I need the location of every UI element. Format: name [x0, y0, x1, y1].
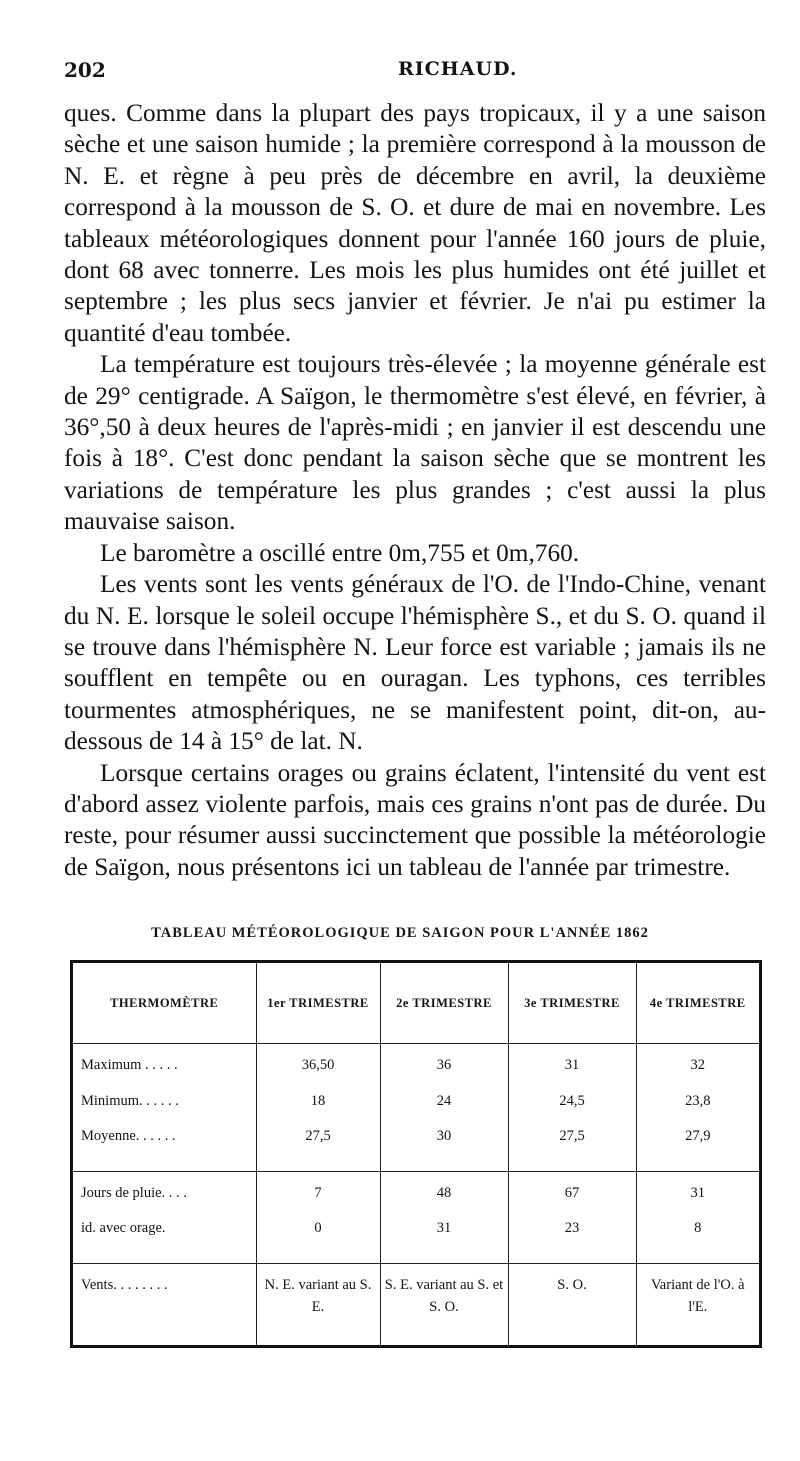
column-header: 3e TRIMESTRE	[508, 963, 636, 1044]
table-row	[73, 1217, 759, 1253]
table-cell: 23,8	[636, 1090, 759, 1126]
table-row	[73, 1054, 759, 1090]
table-cell: 31	[380, 1217, 508, 1253]
table-cell: 36	[380, 1054, 508, 1090]
meteorological-table	[70, 960, 762, 1348]
table-cell: S. O.	[508, 1274, 636, 1345]
paragraph: Le baromètre a oscillé entre 0m,755 et 0m,760.	[100, 538, 580, 567]
table-cell: 32	[636, 1054, 759, 1090]
paragraph: Les vents sont les vents généraux de l'O. de l'Indo-Chine, venant du N. E. lorsque le soleil occupe l'hémisphère S., et du S. O. quand il se trouve dans l'hémisphère N. Leur force est variable ; jamais ils ne soufflent en tempête ou en ouragan. Les typhons, ces terribles tourmentes atmosphériques, ne se manifestent point, dit-on, au-dessous de 14 à 15° de lat. N.	[64, 570, 766, 756]
spacer-row	[73, 1263, 759, 1274]
row-label: Minimum. . . . . .	[73, 1090, 256, 1126]
column-header: 2e TRIMESTRE	[380, 963, 508, 1044]
table-cell: 27,5	[256, 1125, 380, 1161]
row-label: id. avec orage.	[73, 1217, 256, 1253]
table-cell: N. E. variant au S. E.	[256, 1274, 380, 1345]
paragraph: Lorsque certains orages ou grains éclatent, l'intensité du vent est d'abord assez violente parfois, mais ces grains n'ont pas de durée. Du reste, pour résumer aussi succinctement que possible la météorologie de Saïgon, nous présentons ici un tableau de l'année par trimestre.	[64, 758, 766, 881]
spacer-row	[73, 1044, 759, 1055]
table-cell: 23	[508, 1217, 636, 1253]
table-cell: 48	[380, 1182, 508, 1218]
table-row	[73, 1090, 759, 1126]
page-number: 202	[64, 58, 106, 82]
table-cell: 24	[380, 1090, 508, 1126]
row-label: Jours de pluie. . . .	[73, 1182, 256, 1218]
running-head: RICHAUD.	[398, 58, 518, 80]
table-cell: 8	[636, 1217, 759, 1253]
row-label: Moyenne. . . . . .	[73, 1125, 256, 1161]
table-title: TABLEAU MÉTÉOROLOGIQUE DE SAIGON POUR L'ANNÉE 1862	[151, 925, 649, 941]
table-cell: 27,5	[508, 1125, 636, 1161]
row-label: Maximum . . . . .	[73, 1054, 256, 1090]
spacer-row	[73, 1161, 759, 1172]
table-cell: 36,50	[256, 1054, 380, 1090]
column-header: 1er TRIMESTRE	[256, 963, 380, 1044]
spacer-row	[73, 1253, 759, 1264]
page-header	[64, 58, 764, 88]
table-cell: 31	[508, 1054, 636, 1090]
table-row	[73, 1274, 759, 1345]
table-cell: 67	[508, 1182, 636, 1218]
column-header: THERMOMÈTRE	[73, 963, 256, 1044]
table-cell: 27,9	[636, 1125, 759, 1161]
table-row	[73, 1125, 759, 1161]
table-cell: S. E. variant au S. et S. O.	[380, 1274, 508, 1345]
table-cell: Variant de l'O. à l'E.	[636, 1274, 759, 1345]
table-header-row	[73, 963, 759, 1044]
body-text	[64, 98, 766, 883]
table-cell: 24,5	[508, 1090, 636, 1126]
table-cell: 30	[380, 1125, 508, 1161]
column-header: 4e TRIMESTRE	[636, 963, 759, 1044]
table-cell: 0	[256, 1217, 380, 1253]
table-cell: 7	[256, 1182, 380, 1218]
spacer-row	[73, 1171, 759, 1182]
row-label: Vents. . . . . . . .	[73, 1274, 256, 1345]
paragraph: La température est toujours très-élevée ; la moyenne générale est de 29° centigrade. A Saïgon, le thermomètre s'est élevé, en février, à 36°,50 à deux heures de l'après-midi ; en janvier il est descendu une fois à 18°. C'est donc pendant la saison sèche que se montrent les variations de température les plus grandes ; c'est aussi la plus mauvaise saison.	[64, 350, 766, 536]
table-cell: 31	[636, 1182, 759, 1218]
paragraph: ques. Comme dans la plupart des pays tropicaux, il y a une saison sèche et une saison humide ; la première correspond à la mousson de N. E. et règne à peu près de décembre en avril, la deuxième correspond à la mousson de S. O. et dure de mai en novembre. Les tableaux météorologiques donnent pour l'année 160 jours de pluie, dont 68 avec tonnerre. Les mois les plus humides ont été juillet et septembre ; les plus secs janvier et février. Je n'ai pu estimer la quantité d'eau tombée.	[64, 99, 766, 347]
table-cell: 18	[256, 1090, 380, 1126]
table-row	[73, 1182, 759, 1218]
